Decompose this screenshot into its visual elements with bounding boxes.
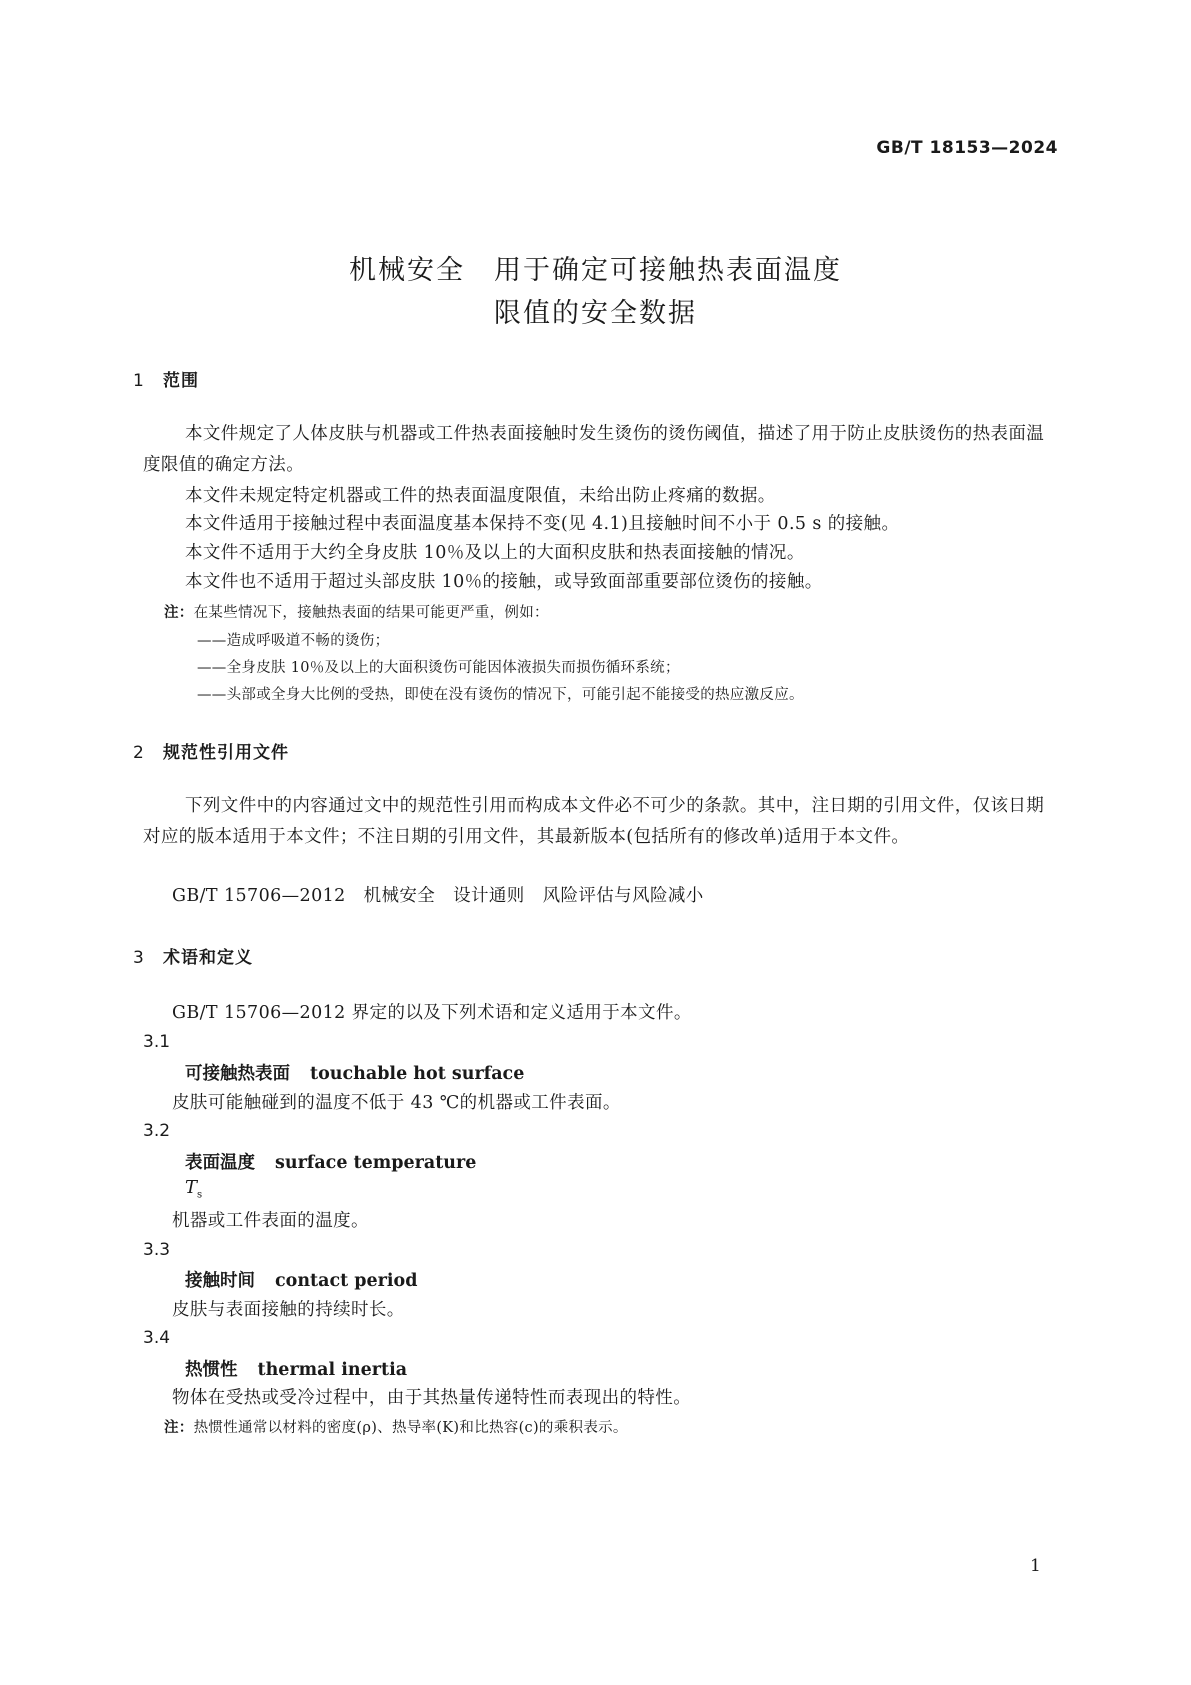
page-number: 1	[1030, 1556, 1041, 1576]
note-item-3: ——头部或全身大比例的受热，即使在没有烫伤的情况下，可能引起不能接受的热应激反应。	[197, 687, 804, 703]
term-chinese: 接触时间	[185, 1271, 255, 1291]
section-1-paragraph-3: 本文件适用于接触过程中表面温度基本保持不变(见 4.1)且接触时间不小于 0.5 s 的接触。	[185, 514, 900, 534]
term-english: touchable hot surface	[310, 1064, 525, 1084]
term-3-2-definition: 机器或工件表面的温度。	[172, 1211, 369, 1231]
section-title: 术语和定义	[163, 948, 253, 968]
section-1-heading	[133, 366, 199, 391]
note-label: 注：	[164, 605, 194, 621]
term-3-3-title	[185, 1267, 417, 1292]
section-1-paragraph-2: 本文件未规定特定机器或工件的热表面温度限值，未给出防止疼痛的数据。	[185, 486, 776, 506]
standard-code: GB/T 18153—2024	[876, 138, 1058, 158]
term-3-4-title	[185, 1356, 407, 1381]
document-title-line-1: 机械安全 用于确定可接触热表面温度	[349, 255, 842, 286]
term-3-1-number: 3.1	[143, 1032, 171, 1052]
section-number: 1	[133, 371, 145, 391]
term-english: surface temperature	[275, 1153, 477, 1173]
document-title-line-2: 限值的安全数据	[494, 298, 697, 329]
term-chinese: 表面温度	[185, 1153, 255, 1173]
note-text: 热惯性通常以材料的密度(ρ)、热导率(K)和比热容(c)的乘积表示。	[193, 1420, 628, 1436]
term-chinese: 热惯性	[185, 1360, 238, 1380]
term-3-4-note	[164, 1416, 628, 1437]
term-3-3-number: 3.3	[143, 1240, 171, 1260]
section-1-note	[164, 601, 549, 622]
normative-reference: GB/T 15706—2012 机械安全 设计通则 风险评估与风险减小	[172, 886, 704, 906]
section-number: 2	[133, 743, 145, 763]
term-3-4-definition: 物体在受热或受冷过程中，由于其热量传递特性而表现出的特性。	[172, 1388, 692, 1408]
note-text: 在某些情况下，接触热表面的结果可能更严重，例如：	[193, 605, 549, 621]
section-1-paragraph-5: 本文件也不适用于超过头部皮肤 10％的接触，或导致面部重要部位烫伤的接触。	[185, 572, 823, 592]
term-english: thermal inertia	[257, 1360, 408, 1380]
section-1-paragraph-1: 本文件规定了人体皮肤与机器或工件热表面接触时发生烫伤的烫伤阈值，描述了用于防止皮肤烫伤的热表面温度限值的确定方法。	[143, 424, 1045, 475]
term-3-2-number: 3.2	[143, 1121, 171, 1141]
term-3-2-symbol	[185, 1177, 202, 1201]
term-3-1-definition: 皮肤可能触碰到的温度不低于 43 ℃的机器或工件表面。	[172, 1093, 621, 1113]
section-2-paragraph: 下列文件中的内容通过文中的规范性引用而构成本文件必不可少的条款。其中，注日期的引用文件，仅该日期对应的版本适用于本文件；不注日期的引用文件，其最新版本(包括所有的修改单)适用于本文件。	[143, 796, 1045, 847]
section-3-intro: GB/T 15706—2012 界定的以及下列术语和定义适用于本文件。	[172, 1003, 692, 1023]
note-item-1: ——造成呼吸道不畅的烫伤；	[197, 633, 390, 649]
symbol-letter: T	[185, 1177, 198, 1198]
term-3-4-number: 3.4	[143, 1328, 171, 1348]
note-label: 注：	[164, 1420, 194, 1436]
section-3-heading	[133, 943, 253, 968]
note-item-2: ——全身皮肤 10％及以上的大面积烫伤可能因体液损失而损伤循环系统；	[197, 660, 680, 676]
term-3-1-title	[185, 1060, 524, 1085]
term-english: contact period	[275, 1271, 418, 1291]
section-title: 范围	[163, 371, 199, 391]
section-number: 3	[133, 948, 145, 968]
section-2-heading	[133, 738, 289, 763]
section-title: 规范性引用文件	[163, 743, 289, 763]
term-3-3-definition: 皮肤与表面接触的持续时长。	[172, 1300, 405, 1320]
term-chinese: 可接触热表面	[185, 1064, 290, 1084]
term-3-2-title	[185, 1149, 476, 1174]
symbol-subscript: s	[197, 1189, 203, 1201]
section-1-paragraph-4: 本文件不适用于大约全身皮肤 10％及以上的大面积皮肤和热表面接触的情况。	[185, 543, 805, 563]
